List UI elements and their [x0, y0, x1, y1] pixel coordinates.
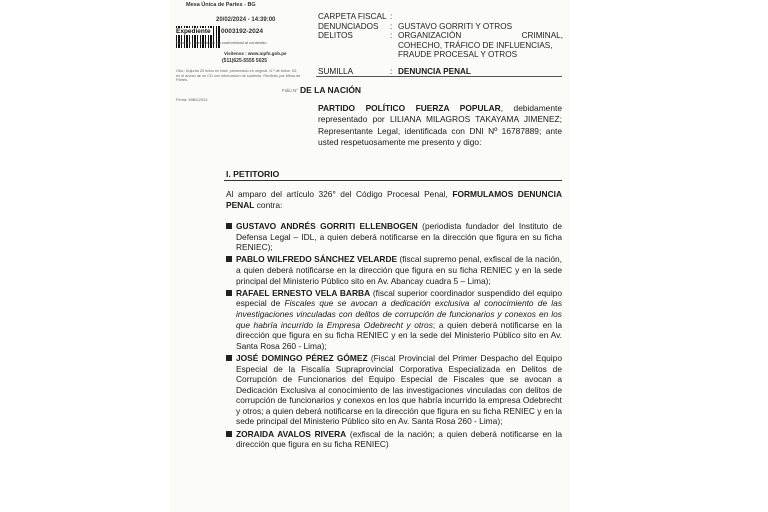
square-bullet-icon	[226, 223, 232, 229]
square-bullet-icon	[226, 431, 232, 437]
list-item	[226, 353, 562, 427]
header-value: GUSTAVO GORRITI Y OTROS	[398, 21, 513, 31]
list-item	[226, 288, 562, 352]
header-labels	[318, 12, 387, 41]
divider	[316, 76, 562, 77]
header-values	[398, 12, 563, 60]
stamp-office: Mesa Única de Partes - BG	[186, 2, 256, 8]
header-value: COHECHO, TRÁFICO DE INFLUENCIAS,	[398, 40, 553, 50]
square-bullet-icon	[226, 290, 232, 296]
accused-details: (Fiscal Provincial del Primer Despacho del Equipo Especial de la Fiscalía Supraprovincial Corporativa Especializada en Delitos de Corrupción de Funcionarios del Equipo Especial de Fiscales que se avocan a Dedicación Exclusiva al conocimiento de las investigaciones vinculadas con delitos de corrupción de funcionarios y conexos en los que habría incurrido la empresa Odebrecht y otros; a quien deberá notificarse en la dirección que figura en su ficha RENIEC y en la sede principal del Ministerio Público sito en Av. Santa Rosa 260 - Lima);	[236, 352, 562, 427]
accused-name: RAFAEL ERNESTO VELA BARBA	[236, 287, 371, 298]
header-colon: :	[390, 21, 393, 31]
square-bullet-icon	[226, 256, 232, 262]
header-value	[398, 12, 563, 22]
accused-name: GUSTAVO ANDRÉS GORRITI ELLENBOGEN	[236, 221, 418, 231]
accused-name: ZORAIDA AVALOS RIVERA	[236, 428, 347, 439]
accused-name: PABLO WILFREDO SÁNCHEZ VELARDE	[236, 254, 398, 265]
list-item	[226, 429, 562, 450]
sumilla-label: SUMILLA	[318, 67, 354, 76]
header-label: DELITOS	[318, 31, 353, 41]
stamp-website: Visítenos : www.mpfn.gob.pe	[224, 51, 287, 56]
accused-details-italic: Fiscales que se avocan a dedicación exclusiva al conocimiento de las investigaciones vinculadas con delitos de corrupción de funcionarios y conexos en los que habría incurrido la Empresa Odebrecht y otros	[236, 298, 563, 330]
petitorio-lead: Al amparo del artículo 326° del Código Procesal Penal,	[226, 189, 453, 199]
header-label: CARPETA FISCAL	[318, 12, 387, 21]
folio-label: Folio N°	[282, 88, 299, 93]
reception-stamp	[176, 2, 306, 122]
stamp-note: Nota: La recepción no da conformidad al contenido	[176, 40, 267, 45]
accused-details: (fiscal supremo penal, exfiscal de la nación, a quien deberá notificarse en la dirección que figura en su ficha RENIEC y en la sede principal del Ministerio Público sito en Av. Abancay cuadra 5 – Lima);	[236, 254, 562, 286]
header-value: FRAUDE PROCESAL Y OTROS	[398, 50, 518, 60]
stamp-fine-print: Obs.: Adjunta 25 folios en total, presentado en original. N.º de folios: 53; en el anexo de un CD con información de sustento. Recibido por Mesa de Partes.	[176, 69, 301, 83]
petitorio-tail: contra:	[254, 200, 283, 211]
header-colons	[390, 12, 392, 41]
list-item	[226, 254, 562, 286]
stamp-datetime: 20/02/2024 - 14:39:00	[216, 17, 276, 23]
header-colon: :	[390, 31, 393, 41]
divider	[224, 180, 562, 181]
intro-paragraph	[318, 103, 562, 149]
stamp-phone: (511)625-5555 5025	[222, 58, 268, 64]
expediente-number: 0003192-2024	[221, 28, 263, 35]
accused-details: (exfiscal de la nación; a quien deberá notificarse en la dirección que figura en su ficha RENIEC)	[236, 428, 563, 450]
header-label: DENUNCIADOS	[318, 21, 379, 31]
accused-name: JOSÉ DOMINGO PÉREZ GÓMEZ	[236, 352, 368, 363]
party-name: PARTIDO POLÍTICO FUERZA POPULAR	[318, 103, 501, 113]
accused-list	[226, 221, 562, 451]
accused-details: ; a quien deberá notificarse en la dirección que figura en su ficha RENIEC y en la sede del Ministerio Público sito en Av. Santa Rosa 260 - Lima);	[236, 319, 562, 351]
square-bullet-icon	[226, 355, 232, 361]
sumilla-colon: :	[390, 67, 393, 76]
list-item	[226, 221, 562, 253]
accused-details: (fiscal superior coordinador suspendido del equipo especial de	[236, 287, 562, 309]
sumilla-value: DENUNCIA PENAL	[398, 67, 471, 76]
petitorio-paragraph	[226, 189, 562, 212]
header-colon: :	[390, 12, 393, 21]
stamp-firma: Firma: MIBG2024	[176, 97, 208, 102]
header-value: ORGANIZACIÓN CRIMINAL,	[398, 31, 563, 41]
accused-details: (periodista fundador del Instituto de Defensa Legal – IDL, a quien deberá notificarse en la dirección que figura en su ficha RENIEC);	[236, 221, 563, 253]
intro-text: , debidamente representado por LILIANA MILAGROS TAKAYAMA JIMENEZ; Representante Legal, identificada con DNI Nº 16787889; ante usted respetuosamente me presento y digo:	[318, 103, 562, 148]
expediente-label: Expediente	[176, 28, 211, 35]
addressee: DE LA NACIÓN	[300, 85, 362, 95]
section-title: I. PETITORIO	[226, 169, 280, 179]
petitorio-bold: FORMULAMOS DENUNCIA PENAL	[226, 189, 562, 211]
